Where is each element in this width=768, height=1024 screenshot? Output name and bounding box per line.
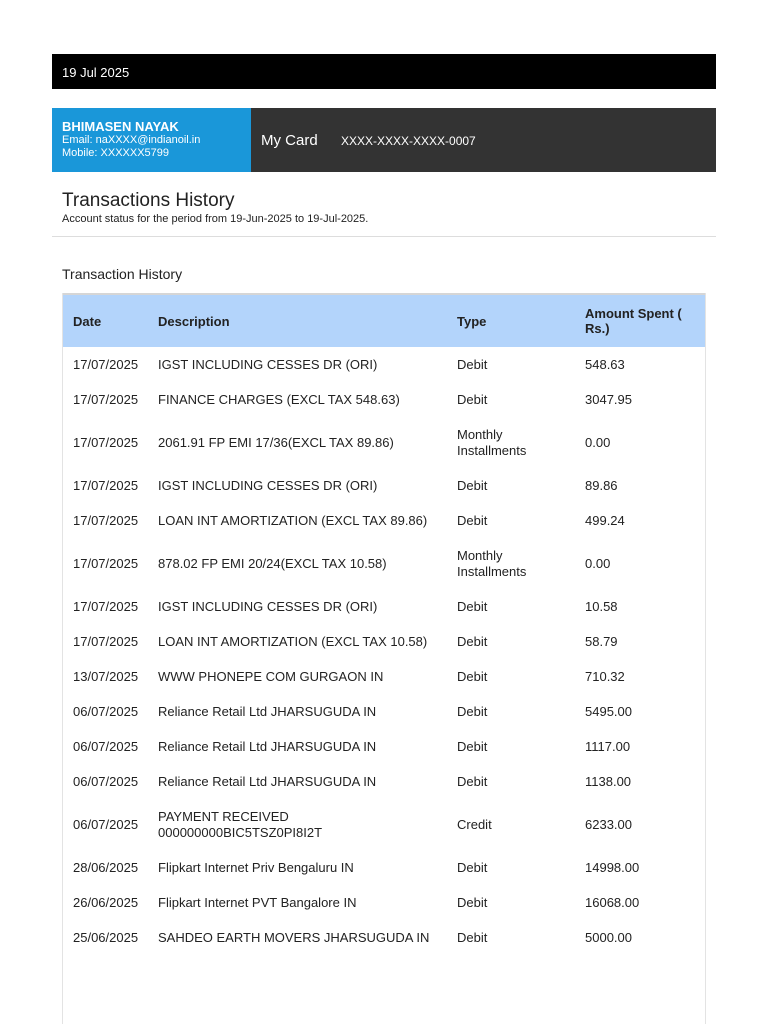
customer-info-box bbox=[52, 108, 251, 172]
cell-description: IGST INCLUDING CESSES DR (ORI) bbox=[158, 356, 378, 372]
cell-type: Debit bbox=[457, 598, 488, 614]
cell-description: LOAN INT AMORTIZATION (EXCL TAX 10.58) bbox=[158, 633, 428, 649]
cell-date: 13/07/2025 bbox=[73, 668, 139, 684]
table-row bbox=[63, 538, 705, 589]
table-row bbox=[63, 468, 705, 503]
cell-description: 2061.91 FP EMI 17/36(EXCL TAX 89.86) bbox=[158, 434, 394, 450]
cell-amount: 0.00 bbox=[585, 434, 611, 450]
customer-email: Email: naXXXX@indianoil.in bbox=[62, 134, 201, 146]
cell-amount: 5495.00 bbox=[585, 703, 632, 719]
table-row bbox=[63, 850, 705, 885]
cell-type: Credit bbox=[457, 816, 492, 832]
table-row bbox=[63, 347, 705, 382]
card-label: My Card bbox=[261, 132, 318, 149]
account-info-bar bbox=[52, 108, 716, 172]
cell-date: 06/07/2025 bbox=[73, 816, 139, 832]
table-row bbox=[63, 799, 705, 850]
table-row bbox=[63, 624, 705, 659]
cell-description: IGST INCLUDING CESSES DR (ORI) bbox=[158, 598, 378, 614]
cell-description: FINANCE CHARGES (EXCL TAX 548.63) bbox=[158, 391, 400, 407]
table-row bbox=[63, 417, 705, 468]
cell-amount: 1138.00 bbox=[585, 773, 632, 789]
cell-date: 25/06/2025 bbox=[73, 929, 139, 945]
cell-type: Debit bbox=[457, 773, 488, 789]
cell-amount: 0.00 bbox=[585, 555, 611, 571]
customer-name: BHIMASEN NAYAK bbox=[62, 119, 179, 134]
cell-type: Debit bbox=[457, 859, 488, 875]
table-row bbox=[63, 503, 705, 538]
table-header-row bbox=[63, 294, 705, 347]
cell-date: 17/07/2025 bbox=[73, 598, 139, 614]
cell-type: Debit bbox=[457, 633, 488, 649]
cell-date: 17/07/2025 bbox=[73, 477, 139, 493]
cell-type: Debit bbox=[457, 477, 488, 493]
cell-type: Monthly Installments bbox=[457, 547, 527, 579]
cell-amount: 548.63 bbox=[585, 356, 625, 372]
table-row bbox=[63, 920, 705, 955]
cell-date: 06/07/2025 bbox=[73, 738, 139, 754]
transaction-table bbox=[63, 293, 705, 955]
cell-type: Monthly Installments bbox=[457, 426, 527, 458]
statement-date: 19 Jul 2025 bbox=[62, 65, 130, 80]
date-header-bar bbox=[52, 54, 716, 89]
table-row bbox=[63, 589, 705, 624]
column-header-date: Date bbox=[73, 313, 102, 329]
cell-date: 17/07/2025 bbox=[73, 512, 139, 528]
period-subtitle: Account status for the period from 19-Jun-2025 to 19-Jul-2025. bbox=[62, 213, 369, 225]
cell-date: 17/07/2025 bbox=[73, 356, 139, 372]
section-title: Transaction History bbox=[62, 266, 183, 282]
cell-amount: 3047.95 bbox=[585, 391, 632, 407]
cell-type: Debit bbox=[457, 512, 488, 528]
cell-type: Debit bbox=[457, 703, 488, 719]
customer-mobile: Mobile: XXXXXX5799 bbox=[62, 147, 170, 159]
cell-amount: 710.32 bbox=[585, 668, 625, 684]
cell-date: 06/07/2025 bbox=[73, 773, 139, 789]
cell-type: Debit bbox=[457, 391, 488, 407]
cell-description: Flipkart Internet Priv Bengaluru IN bbox=[158, 859, 354, 875]
divider bbox=[52, 236, 716, 237]
cell-date: 06/07/2025 bbox=[73, 703, 139, 719]
table-row bbox=[63, 659, 705, 694]
card-number: XXXX-XXXX-XXXX-0007 bbox=[341, 134, 476, 148]
cell-type: Debit bbox=[457, 894, 488, 910]
cell-type: Debit bbox=[457, 668, 488, 684]
cell-description: Reliance Retail Ltd JHARSUGUDA IN bbox=[158, 703, 377, 719]
column-header-amount: Amount Spent ( Rs.) bbox=[585, 306, 682, 336]
cell-description: SAHDEO EARTH MOVERS JHARSUGUDA IN bbox=[158, 929, 430, 945]
cell-description: LOAN INT AMORTIZATION (EXCL TAX 89.86) bbox=[158, 512, 428, 528]
cell-type: Debit bbox=[457, 738, 488, 754]
cell-amount: 6233.00 bbox=[585, 816, 632, 832]
column-header-type: Type bbox=[457, 313, 487, 329]
cell-description: Flipkart Internet PVT Bangalore IN bbox=[158, 894, 357, 910]
table-row bbox=[63, 764, 705, 799]
cell-type: Debit bbox=[457, 929, 488, 945]
cell-amount: 10.58 bbox=[585, 598, 618, 614]
cell-date: 26/06/2025 bbox=[73, 894, 139, 910]
cell-date: 17/07/2025 bbox=[73, 391, 139, 407]
cell-type: Debit bbox=[457, 356, 488, 372]
table-row bbox=[63, 729, 705, 764]
cell-date: 28/06/2025 bbox=[73, 859, 139, 875]
cell-description: Reliance Retail Ltd JHARSUGUDA IN bbox=[158, 738, 377, 754]
cell-amount: 14998.00 bbox=[585, 859, 640, 875]
cell-amount: 499.24 bbox=[585, 512, 625, 528]
transaction-table-container bbox=[62, 293, 706, 1024]
cell-date: 17/07/2025 bbox=[73, 434, 139, 450]
cell-description: WWW PHONEPE COM GURGAON IN bbox=[158, 668, 384, 684]
page-title: Transactions History bbox=[62, 190, 235, 211]
cell-date: 17/07/2025 bbox=[73, 555, 139, 571]
table-row bbox=[63, 885, 705, 920]
cell-description: IGST INCLUDING CESSES DR (ORI) bbox=[158, 477, 378, 493]
cell-amount: 5000.00 bbox=[585, 929, 632, 945]
cell-amount: 1117.00 bbox=[585, 738, 631, 754]
cell-amount: 89.86 bbox=[585, 477, 618, 493]
cell-amount: 16068.00 bbox=[585, 894, 640, 910]
table-row bbox=[63, 694, 705, 729]
cell-description: Reliance Retail Ltd JHARSUGUDA IN bbox=[158, 773, 377, 789]
column-header-description: Description bbox=[158, 313, 230, 329]
cell-description: PAYMENT RECEIVED 000000000BIC5TSZ0PI8I2T bbox=[158, 808, 323, 840]
table-row bbox=[63, 382, 705, 417]
cell-description: 878.02 FP EMI 20/24(EXCL TAX 10.58) bbox=[158, 555, 387, 571]
cell-amount: 58.79 bbox=[585, 633, 618, 649]
cell-date: 17/07/2025 bbox=[73, 633, 139, 649]
